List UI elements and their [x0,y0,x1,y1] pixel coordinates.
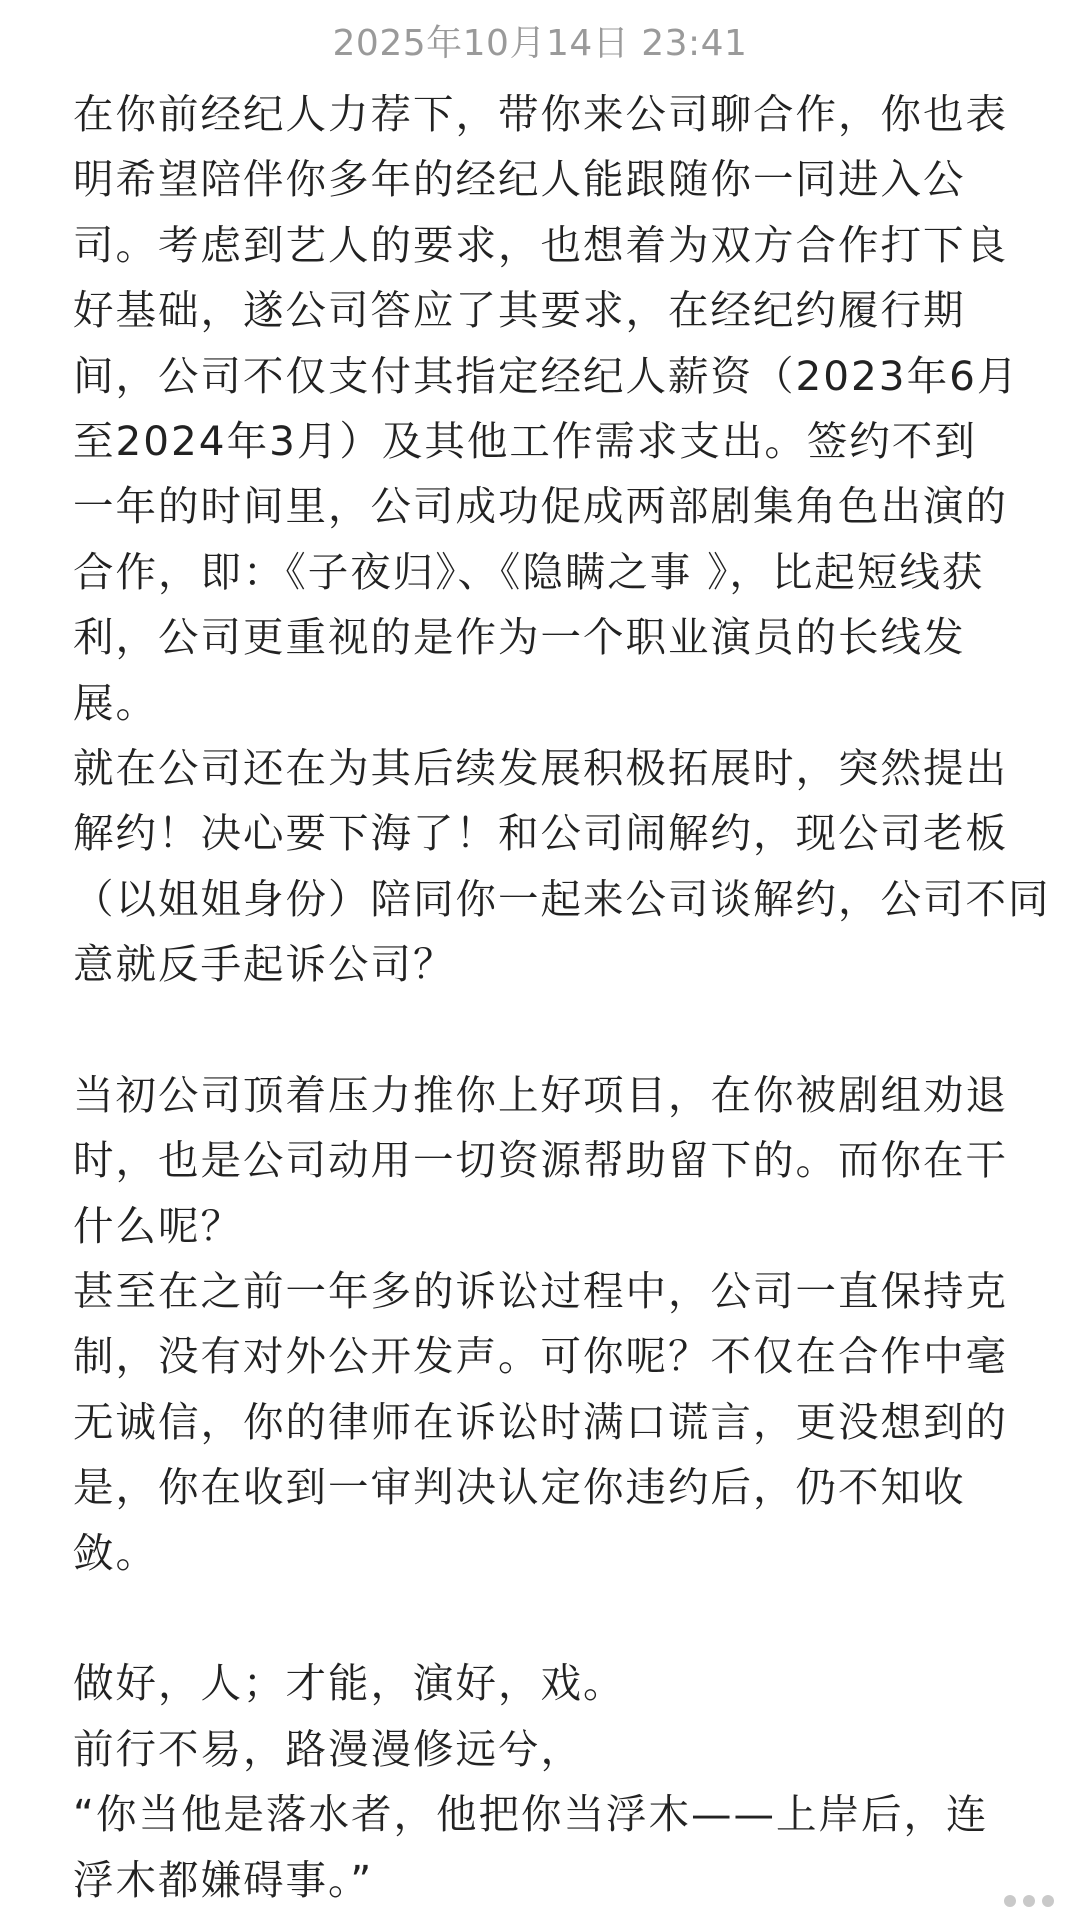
post-body [73,82,1051,1913]
paragraph-gap [73,1586,1013,1651]
watermark-dots [984,1893,1054,1909]
watermark-dot-icon [1023,1895,1035,1907]
paragraph-gap [73,997,1013,1062]
watermark-dot-icon [1042,1895,1054,1907]
text-line: 在你前经纪人力荐下，带你来公司聊合作，你也表 [73,90,1008,138]
text-line: 时，也是公司动用一切资源帮助留下的。而你在干 [73,1136,1008,1185]
text-line: 一年的时间里，公司成功促成两部剧集角色出演的 [73,482,1008,531]
text-line: 明希望陪伴你多年的经纪人能跟随你一同进入公 [73,155,966,204]
text-line: 展。 [73,678,158,727]
post-timestamp: 2025年10月14日 23:41 [332,23,748,64]
text-line: 无诚信，你的律师在诉讼时满口谎言，更没想到的 [73,1397,1008,1446]
text-line: 间，公司不仅支付其指定经纪人薪资（2023年6月 [73,351,1020,400]
text-line: 前行不易，路漫漫修远兮， [73,1724,583,1773]
text-line: 敛。 [73,1528,158,1577]
text-line: 利，公司更重视的是作为一个职业演员的长线发 [73,613,966,662]
text-line: 当初公司顶着压力推你上好项目，在你被剧组劝退 [73,1070,1008,1119]
text-line: “你当他是落水者，他把你当浮木——上岸后，连 [73,1790,989,1839]
watermark-dot-icon [1004,1895,1016,1907]
text-line: 解约！决心要下海了！和公司闹解约，现公司老板 [73,809,1008,858]
text-line: （以姐姐身份）陪同你一起来公司谈解约，公司不同 [73,874,1051,923]
text-line: 意就反手起诉公司？ [73,940,456,989]
text-line: 是，你在收到一审判决认定你违约后，仍不知收 [73,1463,966,1512]
text-line: 制，没有对外公开发声。可你呢？不仅在合作中毫 [73,1332,1008,1381]
text-line: 做好，人；才能，演好，戏。 [73,1659,626,1708]
text-line: 至2024年3月）及其他工作需求支出。签约不到 [73,416,977,465]
text-line: 好基础，遂公司答应了其要求，在经纪约履行期 [73,286,966,335]
text-line: 合作，即：《子夜归》、《隐瞒之事 》，比起短线获 [73,547,985,596]
text-line: 浮木都嫌碍事。” [73,1855,374,1904]
text-line: 司。考虑到艺人的要求，也想着为双方合作打下良 [73,220,1008,269]
text-line: 就在公司还在为其后续发展积极拓展时，突然提出 [73,743,1008,792]
text-line: 什么呢？ [73,1201,243,1250]
text-line: 甚至在之前一年多的诉讼过程中，公司一直保持克 [73,1267,1008,1316]
